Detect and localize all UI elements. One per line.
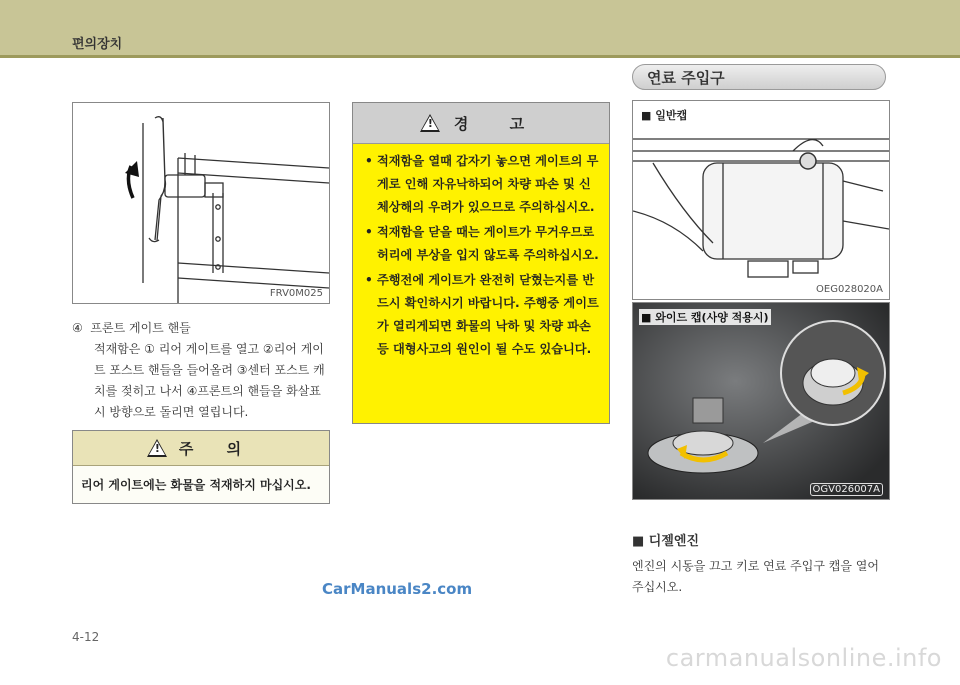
fuel-cap-illustration <box>633 303 889 499</box>
warning-item: • 적재함을 열때 갑자기 놓으면 게이트의 무게로 인해 자유낙하되어 차량 파손 및 신체상해의 우려가 있으므로 주의하십시오. <box>377 150 599 219</box>
warning-triangle-icon: ! <box>147 439 167 457</box>
diesel-instructions: 엔진의 시동을 끄고 키로 연료 주입구 캡을 열어주십시오. <box>632 559 879 594</box>
warning-title: 경 고 <box>453 114 543 133</box>
warning-box <box>352 102 610 424</box>
fig-top-label: ■ 일반캡 <box>641 109 688 122</box>
front-gate-handle-figure <box>72 102 330 304</box>
figure-code: OGV026007A <box>810 483 883 496</box>
step-title: 프론트 게이트 핸들 <box>90 321 191 335</box>
warning-item: • 적재함을 닫을 때는 게이트가 무거우므로 허리에 부상을 입지 않도록 주의하십시오. <box>377 221 599 267</box>
warning-header <box>353 103 609 144</box>
step-body: 적재함은 ① 리어 게이트를 열고 ②리어 게이트 포스트 핸들을 들어올려 ③센터 포스트 캐치를 젖히고 나서 ④프론트의 핸들을 화살표 시 방향으로 돌리면 열립니다. <box>94 342 325 419</box>
gate-handle-illustration <box>73 103 329 303</box>
carmanuals-watermark[interactable]: CarManuals2.com <box>322 580 473 598</box>
section-title: 편의장치 <box>72 37 123 52</box>
fuel-section-title: 연료 주입구 <box>632 64 886 90</box>
fuel-tank-figure <box>632 100 890 300</box>
fig-bottom-label: ■ 와이드 캡(사양 적용시) <box>641 311 769 324</box>
caution-text: 리어 게이트에는 화물을 적재하지 마십시오. <box>81 478 311 492</box>
figure-code: OEG028020A <box>816 284 883 295</box>
warning-triangle-icon: ! <box>420 114 440 132</box>
step-heading <box>72 318 334 339</box>
fuel-cap-photo <box>632 302 890 500</box>
caution-header <box>73 431 329 466</box>
figure-code: FRV0M025 <box>269 288 323 299</box>
step-front-gate-handle <box>72 318 334 423</box>
caution-title: 주 의 <box>178 439 256 458</box>
warning-item: • 주행전에 게이트가 완전히 닫혔는지를 반드시 확인하시기 바랍니다. 주행중 게이트가 열리게되면 화물의 낙하 및 차량 파손등 대형사고의 원인이 될 수도 있습니다. <box>377 269 599 361</box>
header-band <box>0 0 960 58</box>
diesel-heading: ■ 디젤엔진 <box>632 534 700 549</box>
warning-list <box>353 150 609 361</box>
page-number: 4-12 <box>72 630 100 644</box>
step-marker: ④ <box>72 321 83 335</box>
footer-watermark: carmanualsonline.info <box>665 644 942 672</box>
fuel-tank-illustration <box>633 101 889 299</box>
caution-box <box>72 430 330 504</box>
